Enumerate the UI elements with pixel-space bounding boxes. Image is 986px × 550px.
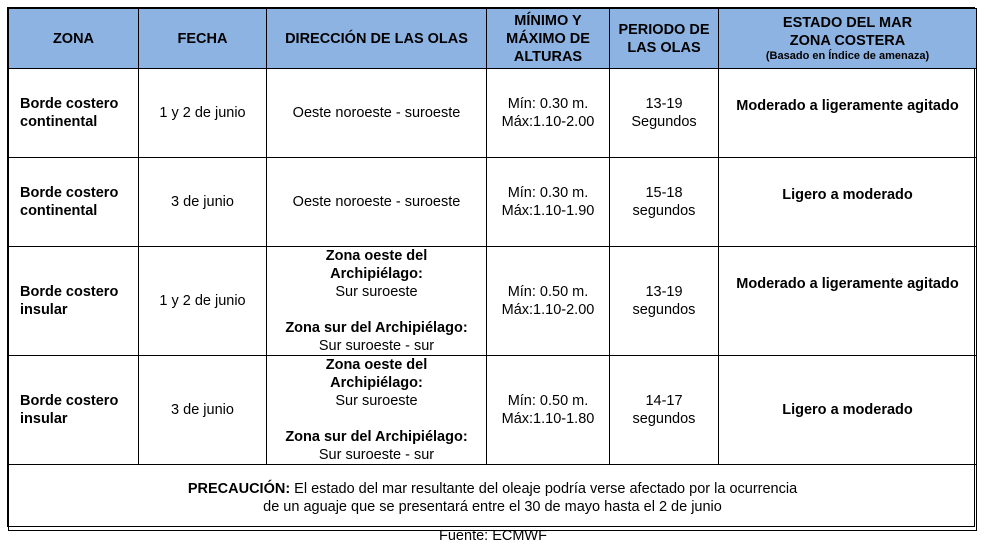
oeste-zone-title: Zona oeste del (325, 357, 428, 373)
zona-line: insular (20, 411, 68, 427)
alturas-cell (487, 356, 610, 465)
forecast-table (8, 8, 977, 531)
table-row (9, 247, 977, 356)
direccion-cell (267, 356, 487, 465)
periodo-range: 15-18 (645, 185, 683, 201)
periodo-cell (610, 69, 719, 158)
spacer (271, 410, 482, 428)
periodo-cell (610, 247, 719, 356)
alturas-cell (487, 158, 610, 247)
max-value: Máx:1.10-1.90 (501, 203, 595, 219)
sur-zone-direction: Sur suroeste - sur (318, 447, 435, 463)
precaution-note (9, 465, 977, 531)
periodo-unit: Segundos (631, 114, 697, 130)
header-estado-line: ESTADO DEL MAR (782, 15, 913, 31)
max-value: Máx:1.10-2.00 (501, 302, 595, 318)
zona-cell (9, 356, 139, 465)
header-zona: ZONA (9, 9, 139, 69)
estado-cell: Moderado a ligeramente agitado (719, 69, 977, 158)
periodo-range: 14-17 (645, 393, 683, 409)
header-periodo (610, 9, 719, 69)
header-alturas-line: MÍNIMO Y (514, 12, 582, 29)
min-value: Mín: 0.30 m. (507, 96, 589, 112)
fecha-cell: 1 y 2 de junio (139, 69, 267, 158)
periodo-unit: segundos (632, 411, 696, 427)
fecha-cell: 1 y 2 de junio (139, 247, 267, 356)
periodo-unit: segundos (632, 302, 696, 318)
header-estado-line: ZONA COSTERA (789, 33, 906, 49)
source-caption: Fuente: ECMWF (439, 528, 547, 544)
alturas-cell (487, 247, 610, 356)
zona-line: Borde costero (20, 393, 119, 409)
oeste-zone-direction: Sur suroeste (335, 393, 418, 409)
sur-zone-title: Zona sur del Archipiélago: (285, 320, 468, 336)
min-value: Mín: 0.50 m. (507, 393, 589, 409)
note-row (9, 465, 977, 531)
header-direccion: DIRECCIÓN DE LAS OLAS (267, 9, 487, 69)
max-value: Máx:1.10-2.00 (501, 114, 595, 130)
header-periodo-line: LAS OLAS (627, 39, 701, 56)
oeste-zone-title: Zona oeste del (325, 248, 428, 264)
precaution-text: El estado del mar resultante del oleaje podría verse afectado por la ocurrencia (290, 480, 798, 497)
table-row (9, 158, 977, 247)
oeste-zone-title: Archipiélago: (330, 266, 423, 282)
header-estado-subtitle: (Basado en Índice de amenaza) (765, 50, 930, 62)
sur-zone-title: Zona sur del Archipiélago: (285, 429, 468, 445)
estado-cell: Moderado a ligeramente agitado (719, 247, 977, 356)
sur-zone-direction: Sur suroeste - sur (318, 338, 435, 354)
estado-cell: Ligero a moderado (719, 158, 977, 247)
periodo-cell (610, 356, 719, 465)
zona-line: Borde costero (20, 185, 119, 201)
zona-line: insular (20, 302, 68, 318)
direccion-cell (267, 247, 487, 356)
zona-cell (9, 69, 139, 158)
periodo-range: 13-19 (645, 284, 683, 300)
periodo-unit: segundos (632, 203, 696, 219)
estado-cell: Ligero a moderado (719, 356, 977, 465)
min-value: Mín: 0.50 m. (507, 284, 589, 300)
forecast-table-frame (7, 7, 975, 527)
header-row (9, 9, 977, 69)
fecha-cell: 3 de junio (139, 158, 267, 247)
header-periodo-line: PERIODO DE (618, 21, 710, 38)
spacer (271, 301, 482, 319)
precaution-line: de un aguaje que se presentará entre el 30 de mayo hasta el 2 de junio (263, 498, 722, 515)
zona-cell (9, 158, 139, 247)
zona-line: continental (20, 114, 98, 130)
fecha-cell: 3 de junio (139, 356, 267, 465)
header-alturas-line: ALTURAS (513, 48, 583, 65)
precaution-line (29, 480, 956, 498)
header-alturas (487, 9, 610, 69)
zona-cell (9, 247, 139, 356)
periodo-cell (610, 158, 719, 247)
oeste-zone-title: Archipiélago: (330, 375, 423, 391)
max-value: Máx:1.10-1.80 (501, 411, 595, 427)
header-alturas-line: MÁXIMO DE (506, 30, 590, 47)
direccion-cell: Oeste noroeste - suroeste (267, 69, 487, 158)
zona-line: Borde costero (20, 284, 119, 300)
table-row (9, 69, 977, 158)
zona-line: Borde costero (20, 96, 119, 112)
zona-line: continental (20, 203, 98, 219)
alturas-cell (487, 69, 610, 158)
direccion-cell: Oeste noroeste - suroeste (267, 158, 487, 247)
precaution-label: PRECAUCIÓN: (187, 480, 291, 497)
table-row (9, 356, 977, 465)
min-value: Mín: 0.30 m. (507, 185, 589, 201)
periodo-range: 13-19 (645, 96, 683, 112)
header-estado (719, 9, 977, 69)
header-fecha: FECHA (139, 9, 267, 69)
oeste-zone-direction: Sur suroeste (335, 284, 418, 300)
